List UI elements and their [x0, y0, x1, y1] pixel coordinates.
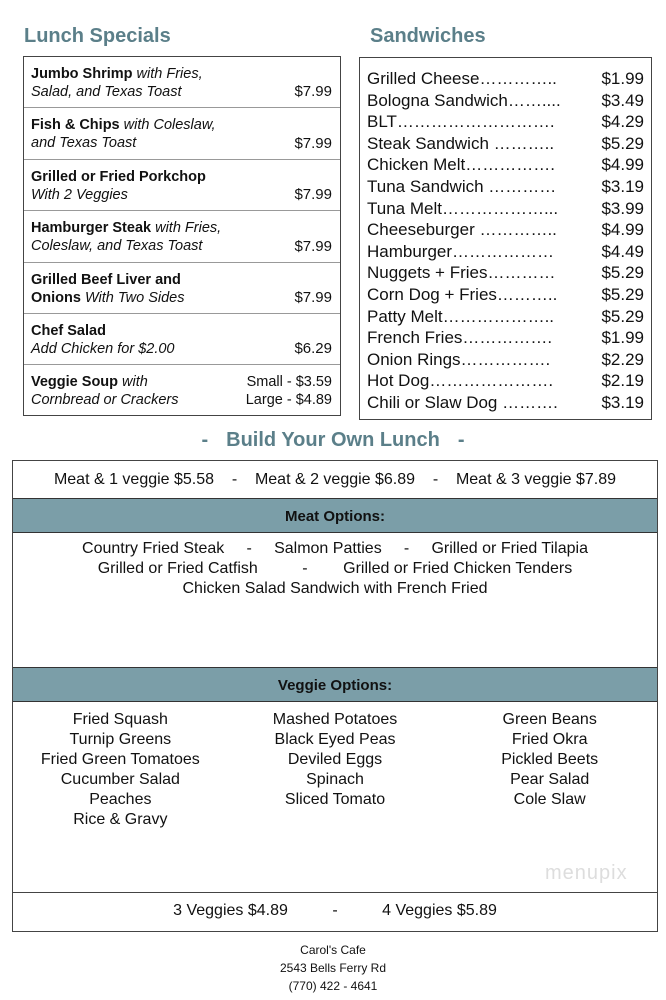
item-price: $7.99 [294, 186, 332, 204]
sandwich-name: BLT………………………. [367, 112, 555, 132]
veggie-option: Black Eyed Peas [274, 731, 396, 748]
item-name: Hamburger Steak [31, 220, 152, 237]
sandwich-item [367, 392, 651, 414]
sandwich-price: $4.99 [601, 155, 644, 175]
sandwich-price: $5.29 [601, 263, 644, 283]
item-description: with Coleslaw, [119, 117, 216, 134]
veggie-option: Cucumber Salad [60, 771, 180, 788]
item-price: $6.29 [294, 340, 332, 358]
item-name: Grilled Beef Liver and [31, 271, 181, 288]
lunch-specials-heading: Lunch Specials [24, 25, 171, 47]
lunch-special-item [24, 57, 340, 108]
lunch-special-item [24, 211, 340, 262]
footer [0, 941, 666, 995]
price-small: Small - $3.59 [246, 374, 332, 391]
veggie-option: Fried Okra [511, 731, 588, 748]
item-name: Grilled or Fried Porkchop [31, 168, 206, 185]
veggie-option: Pickled Beets [501, 751, 599, 768]
sandwich-price: $5.29 [601, 284, 644, 304]
sandwich-name: Nuggets + Fries………… [367, 263, 556, 283]
sandwich-price: $4.99 [601, 220, 644, 240]
veggie-option: Spinach [306, 771, 364, 788]
sandwich-price: $3.49 [601, 90, 644, 110]
sandwiches-table [359, 57, 652, 420]
meat-options-header: Meat Options: [13, 498, 657, 533]
sandwich-item [367, 154, 651, 176]
item-name: Jumbo Shrimp [31, 66, 133, 82]
sandwich-name: Bologna Sandwich…….... [367, 90, 561, 110]
veggie-option: Deviled Eggs [287, 751, 383, 768]
item-price: $7.99 [294, 237, 332, 255]
item-line-1 [31, 168, 340, 186]
veggie-option: Fried Squash [72, 711, 168, 728]
sandwich-item [367, 111, 651, 133]
meat-option-line: Chicken Salad Sandwich with French Fried [182, 580, 488, 597]
item-description: with Fries, [151, 220, 222, 237]
sandwich-name: French Fries……………. [367, 328, 553, 348]
sandwich-item [367, 262, 651, 284]
cafe-name: Carol's Cafe [300, 943, 366, 957]
veggie-option: Pear Salad [510, 771, 590, 788]
item-name: Veggie Soup [31, 374, 119, 391]
sandwich-item [367, 349, 651, 371]
sandwich-price: $1.99 [601, 69, 644, 88]
sandwich-item [367, 198, 651, 220]
veggie-column [228, 710, 443, 892]
item-description: With 2 Veggies [31, 186, 128, 203]
sandwich-name: Tuna Sandwich ………… [367, 176, 557, 196]
item-price: $7.99 [294, 288, 332, 306]
lunch-special-item [24, 108, 340, 159]
lunch-specials-table [23, 56, 341, 416]
item-prices [246, 373, 332, 409]
sandwich-price: $5.29 [601, 306, 644, 326]
item-description: Coleslaw, and Texas Toast [31, 238, 203, 255]
sandwich-item [367, 306, 651, 328]
sandwich-item [367, 370, 651, 392]
sandwich-name: Chili or Slaw Dog ………. [367, 392, 558, 412]
veggie-option: Cole Slaw [513, 791, 586, 808]
sandwich-name: Patty Melt……………….. [367, 306, 555, 326]
item-line-1 [31, 116, 340, 134]
sandwich-price: $3.99 [601, 198, 644, 218]
sandwich-price: $1.99 [601, 328, 644, 348]
price-large: Large - $4.89 [245, 392, 332, 409]
sandwich-price: $4.29 [601, 112, 644, 132]
item-name: Fish & Chips [31, 117, 120, 134]
veggie-option: Rice & Gravy [73, 811, 168, 828]
veggie-options-header: Veggie Options: [13, 667, 657, 702]
lunch-special-item [24, 263, 340, 314]
veggie-plate-prices: 3 Veggies $4.89 - 4 Veggies $5.89 [13, 892, 657, 931]
veggie-option: Green Beans [502, 711, 597, 728]
meat-option-line: Grilled or Fried Catfish - Grilled or Fried Chicken Tenders [97, 560, 573, 577]
lunch-special-item [24, 365, 340, 416]
veggie-option: Fried Green Tomatoes [40, 751, 200, 768]
sandwich-price: $2.29 [601, 349, 644, 369]
item-description: and Texas Toast [31, 135, 137, 152]
veggie-column [13, 710, 228, 892]
item-description: with [118, 374, 148, 391]
sandwich-item [367, 241, 651, 263]
cafe-phone: (770) 422 - 4641 [288, 979, 378, 993]
build-your-own-heading: - Build Your Own Lunch - [201, 429, 465, 451]
item-name: Chef Salad [31, 322, 106, 339]
lunch-special-item [24, 314, 340, 365]
sandwich-item [367, 90, 651, 112]
meat-options-list [13, 533, 657, 667]
item-line-1 [31, 271, 340, 289]
item-description: Salad, and Texas Toast [31, 84, 182, 100]
lunch-special-item [24, 160, 340, 211]
sandwich-item [367, 133, 651, 155]
sandwich-item [367, 176, 651, 198]
veggie-option: Peaches [89, 791, 152, 808]
sandwich-name: Hot Dog…………………. [367, 371, 554, 391]
sandwich-name: Cheeseburger ………….. [367, 220, 557, 240]
sandwich-price: $3.19 [601, 392, 644, 412]
sandwich-name: Corn Dog + Fries……….. [367, 284, 558, 304]
veggie-option: Turnip Greens [69, 731, 172, 748]
item-description: Add Chicken for $2.00 [31, 340, 175, 357]
item-description: Cornbread or Crackers [31, 392, 179, 409]
sandwich-item [367, 284, 651, 306]
sandwiches-heading: Sandwiches [370, 25, 486, 47]
item-line-1 [31, 219, 340, 237]
veggie-option: Sliced Tomato [284, 791, 386, 808]
sandwich-name: Hamburger……………… [367, 241, 555, 261]
item-line-1 [31, 65, 340, 83]
item-line-1 [31, 322, 340, 340]
sandwich-name: Tuna Melt………………... [367, 198, 559, 218]
sandwich-name: Onion Rings……………. [367, 349, 551, 369]
cafe-address: 2543 Bells Ferry Rd [279, 961, 387, 975]
item-description: with Fries, [132, 66, 203, 82]
sandwich-name: Steak Sandwich ……….. [367, 133, 555, 153]
sandwich-price: $3.19 [601, 176, 644, 196]
sandwich-price: $5.29 [601, 133, 644, 153]
sandwich-price: $2.19 [601, 371, 644, 391]
watermark: menupix [545, 862, 628, 884]
sandwich-item [367, 219, 651, 241]
meat-option-line: Country Fried Steak - Salmon Patties - Grilled or Fried Tilapia [82, 540, 588, 557]
veggie-option: Mashed Potatoes [272, 711, 398, 728]
item-name: Onions [31, 289, 81, 306]
sandwich-item [367, 327, 651, 349]
sandwich-price: $4.49 [601, 241, 644, 261]
item-price: $7.99 [294, 83, 332, 101]
item-description: With Two Sides [80, 289, 185, 306]
combo-prices: Meat & 1 veggie $5.58 - Meat & 2 veggie $6.89 - Meat & 3 veggie $7.89 [53, 471, 617, 488]
sandwich-name: Grilled Cheese………….. [367, 69, 557, 88]
sandwich-name: Chicken Melt……………. [367, 155, 555, 175]
sandwich-item [367, 68, 651, 90]
item-price: $7.99 [294, 134, 332, 152]
